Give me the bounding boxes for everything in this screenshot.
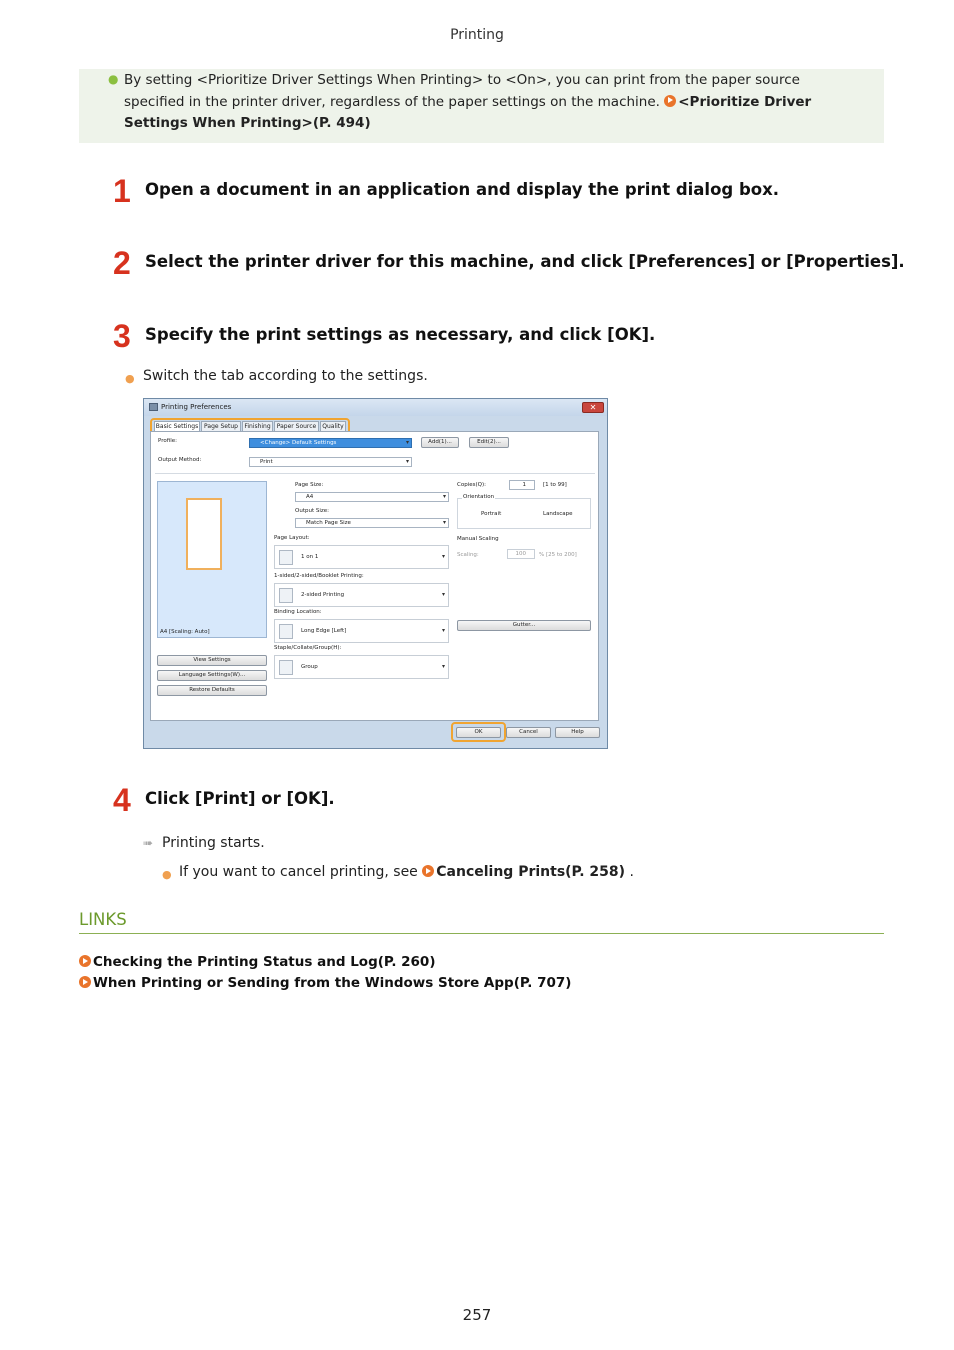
page-layout-label: Page Layout: — [274, 535, 310, 541]
binding-icon — [279, 624, 293, 639]
view-settings-button[interactable]: View Settings — [157, 655, 267, 666]
link-arrow-icon — [422, 865, 434, 877]
ok-highlight — [451, 722, 506, 742]
orientation-label: Orientation — [463, 494, 495, 500]
tab-paper-source[interactable]: Paper Source — [274, 421, 319, 432]
step3-bullet-text: Switch the tab according to the settings. — [143, 368, 428, 384]
layout-icon — [279, 550, 293, 565]
note-body: By setting <Prioritize Driver Settings When Printing> to <On>, you can print from the paper source specified in the printer driver, regardless of the paper settings on the machine. — [124, 72, 800, 110]
copies-range: [1 to 99] — [543, 482, 567, 488]
binding-value: Long Edge [Left] — [301, 628, 347, 634]
link-printing-status[interactable] — [79, 954, 436, 970]
portrait-radio[interactable]: Portrait — [481, 511, 502, 517]
landscape-radio[interactable]: Landscape — [543, 511, 573, 517]
dialog-titlebar — [144, 399, 607, 416]
group-icon — [279, 660, 293, 675]
page-size-select[interactable]: A4 ▾ — [295, 492, 449, 502]
cancel-button[interactable]: Cancel — [506, 727, 551, 738]
running-header: Printing — [450, 27, 504, 43]
sided-label: 1-sided/2-sided/Booklet Printing: — [274, 573, 364, 579]
links-heading: LINKS — [79, 910, 127, 929]
page-layout-select[interactable] — [274, 545, 449, 569]
tab-basic-settings[interactable]: Basic Settings — [155, 423, 199, 430]
note-link[interactable]: <Prioritize Driver Settings When Printing>(P. 494) — [124, 93, 812, 131]
printing-preferences-dialog — [143, 398, 608, 749]
result-arrow-icon: ➠ — [143, 836, 154, 850]
step-text-2: Select the printer driver for this machine, and click [Preferences] or [Properties]. — [145, 252, 905, 271]
step-number-1: 1 — [113, 173, 131, 209]
tab-quality[interactable]: Quality — [320, 421, 346, 432]
step-number-4: 4 — [113, 782, 131, 818]
scaling-input[interactable]: 100 — [507, 549, 535, 559]
preview-panel — [157, 481, 267, 638]
tab-page-setup[interactable]: Page Setup — [201, 421, 241, 432]
edit-button[interactable]: Edit(2)... — [469, 437, 509, 448]
step-text-4: Click [Print] or [OK]. — [145, 789, 335, 808]
output-size-select[interactable]: Match Page Size ▾ — [295, 518, 449, 528]
link-windows-store[interactable] — [79, 975, 571, 991]
binding-select[interactable] — [274, 619, 449, 643]
link-arrow-icon — [79, 976, 91, 988]
canceling-prints-link[interactable]: Canceling Prints(P. 258) — [436, 864, 626, 880]
note-text — [124, 70, 864, 135]
two-sided-icon — [279, 588, 293, 603]
bullet-icon: ● — [125, 372, 135, 385]
staple-label: Staple/Collate/Group(H): — [274, 645, 342, 651]
page-layout-value: 1 on 1 — [301, 554, 319, 560]
link-arrow-icon — [79, 955, 91, 967]
staple-select[interactable] — [274, 655, 449, 679]
page-preview-icon — [186, 498, 222, 570]
dialog-body — [150, 431, 599, 721]
link-arrow-icon — [664, 95, 676, 107]
step4-result: Printing starts. — [162, 835, 265, 851]
staple-value: Group — [301, 664, 318, 670]
note-bullet-icon: ● — [108, 72, 119, 86]
output-method-label: Output Method: — [158, 457, 202, 463]
profile-select[interactable]: <Change> Default Settings ▾ — [249, 438, 412, 448]
step-number-2: 2 — [113, 245, 131, 281]
dialog-title: Printing Preferences — [161, 403, 232, 411]
divider — [155, 473, 595, 474]
scaling-range: % [25 to 200] — [539, 552, 577, 558]
copies-label: Copies(Q): — [457, 482, 486, 488]
help-button[interactable]: Help — [555, 727, 600, 738]
printer-icon — [149, 403, 158, 411]
link-printing-status-text: Checking the Printing Status and Log(P. 260) — [93, 954, 436, 970]
copies-input[interactable]: 1 — [509, 480, 535, 490]
profile-label: Profile: — [158, 438, 177, 444]
bullet-icon: ● — [162, 868, 172, 881]
gutter-button[interactable]: Gutter... — [457, 620, 591, 631]
binding-label: Binding Location: — [274, 609, 322, 615]
sided-select[interactable] — [274, 583, 449, 607]
preview-caption: A4 [Scaling: Auto] — [160, 629, 210, 635]
step4-bullet-end: . — [625, 864, 634, 880]
scaling-label: Scaling: — [457, 552, 479, 558]
restore-defaults-button[interactable]: Restore Defaults — [157, 685, 267, 696]
ok-button[interactable]: OK — [456, 727, 501, 738]
links-divider — [79, 933, 884, 934]
language-settings-button[interactable]: Language Settings(W)... — [157, 670, 267, 681]
sided-value: 2-sided Printing — [301, 592, 345, 598]
step-text-1: Open a document in an application and display the print dialog box. — [145, 180, 780, 199]
manual-scaling-checkbox[interactable]: Manual Scaling — [457, 536, 499, 542]
tab-finishing[interactable]: Finishing — [242, 421, 273, 432]
close-button[interactable]: ✕ — [582, 402, 604, 413]
link-windows-store-text: When Printing or Sending from the Windows Store App(P. 707) — [93, 975, 572, 991]
step-number-3: 3 — [113, 318, 131, 354]
step4-bullet — [179, 864, 634, 880]
output-size-label: Output Size: — [295, 508, 329, 514]
add-button[interactable]: Add(1)... — [421, 437, 459, 448]
step4-bullet-text: If you want to cancel printing, see — [179, 864, 423, 880]
page-size-label: Page Size: — [295, 482, 324, 488]
output-method-select[interactable]: Print ▾ — [249, 457, 412, 467]
step-text-3: Specify the print settings as necessary, and click [OK]. — [145, 325, 656, 344]
page-number: 257 — [462, 1306, 492, 1324]
